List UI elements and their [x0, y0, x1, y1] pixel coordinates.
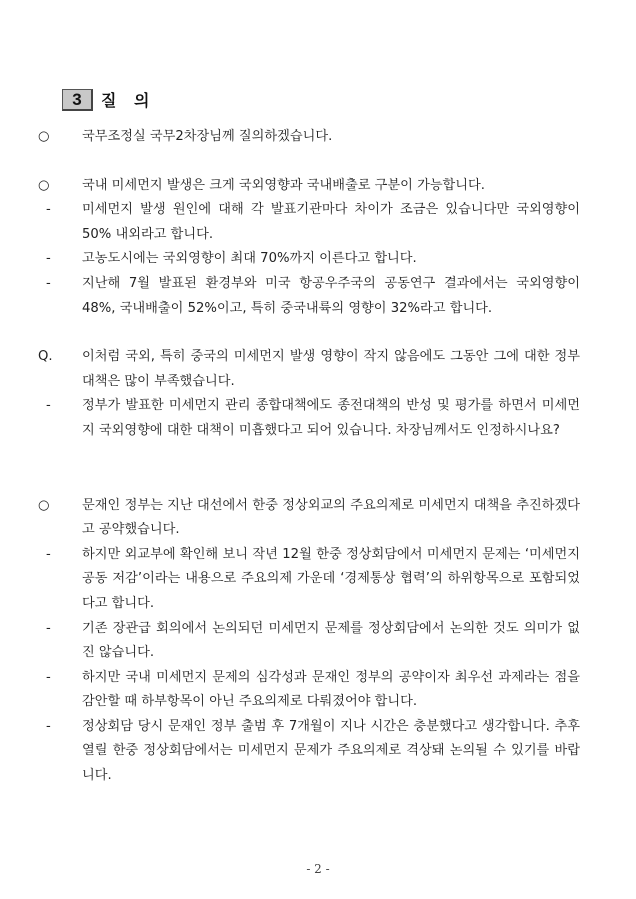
section-number-box: 3	[62, 89, 93, 111]
list-item-joint-study	[46, 272, 580, 321]
paragraph-text: 문재인 정부는 지난 대선에서 한중 정상외교의 주요의제로 미세먼지 대책을 추진하겠다고 공약했습니다.	[82, 497, 580, 538]
list-item-foreign-50	[46, 198, 580, 247]
dash-bullet-icon: -	[46, 202, 51, 218]
paragraph-intro	[38, 125, 580, 150]
paragraph-pledge	[38, 494, 580, 543]
list-item-severity	[46, 666, 580, 715]
list-item-foreign-70	[46, 247, 580, 272]
dash-bullet-icon: -	[46, 669, 51, 685]
section-header	[62, 88, 155, 111]
paragraph-text: 미세먼지 발생 원인에 대해 각 발표기관마다 차이가 조금은 있습니다만 국외영향이 50% 내외라고 합니다.	[82, 202, 580, 242]
dash-bullet-icon: -	[46, 275, 51, 291]
question-paragraph	[38, 345, 580, 394]
document-body	[38, 125, 580, 789]
paragraph-text: 국내 미세먼지 발생은 크게 국외영향과 국내배출로 구분이 가능합니다.	[82, 177, 485, 193]
question-marker: Q.	[38, 349, 53, 365]
paragraph-text: 지난해 7월 발표된 환경부와 미국 항공우주국의 공동연구 결과에서는 국외영향이 48%, 국내배출이 52%이고, 특히 중국내륙의 영향이 32%라고 합니다.	[82, 275, 580, 316]
list-item-summit-subitem	[46, 543, 580, 617]
dash-bullet-icon: -	[46, 718, 51, 734]
list-item-ministerial	[46, 617, 580, 666]
list-item-future-summit	[46, 715, 580, 789]
dash-bullet-icon: -	[46, 398, 51, 414]
page-number: - 2 -	[306, 862, 330, 876]
paragraph-text: 정부가 발표한 미세먼지 관리 종합대책에도 종전대책의 반성 및 평가를 하면서 미세먼지 국외영향에 대한 대책이 미흡했다고 되어 있습니다. 차장님께서도 인정하시나요?	[82, 398, 580, 438]
paragraph-text: 국무조정실 국무2차장님께 질의하겠습니다.	[82, 129, 333, 144]
paragraph-text: 기존 장관급 회의에서 논의되던 미세먼지 문제를 정상회담에서 논의한 것도 의미가 없진 않습니다.	[82, 620, 580, 661]
dash-bullet-icon: -	[46, 251, 51, 267]
paragraph-text: 하지만 외교부에 확인해 보니 작년 12월 한중 정상회담에서 미세먼지 문제는 ‘미세먼지 공동 저감’이라는 내용으로 주요의제 가운데 ‘경제통상 협력’의 하위항목으로 포함되었다고 합니다.	[82, 546, 580, 611]
dash-bullet-icon: -	[46, 620, 51, 636]
paragraph-text: 이처럼 국외, 특히 중국의 미세먼지 발생 영향이 작지 않음에도 그동안 그에 대한 정부 대책은 많이 부족했습니다.	[82, 349, 580, 389]
paragraph-source-split	[38, 174, 580, 199]
list-item-policy-review	[46, 394, 580, 443]
paragraph-text: 하지만 국내 미세먼지 문제의 심각성과 문재인 정부의 공약이자 최우선 과제라는 점을 감안할 때 하부항목이 아닌 주요의제로 다뤄졌어야 합니다.	[82, 669, 580, 710]
section-title: 질 의	[101, 91, 156, 110]
circle-bullet-icon: ○	[38, 497, 50, 513]
dash-bullet-icon: -	[46, 546, 51, 562]
circle-bullet-icon: ○	[38, 177, 50, 193]
paragraph-text: 고농도시에는 국외영향이 최대 70%까지 이른다고 합니다.	[82, 251, 417, 267]
circle-bullet-icon: ○	[38, 129, 50, 144]
paragraph-text: 정상회담 당시 문재인 정부 출범 후 7개월이 지나 시간은 충분했다고 생각합니다. 추후 열릴 한중 정상회담에서는 미세먼지 문제가 주요의제로 격상돼 논의될 수 있기를 바랍니다.	[82, 718, 580, 784]
